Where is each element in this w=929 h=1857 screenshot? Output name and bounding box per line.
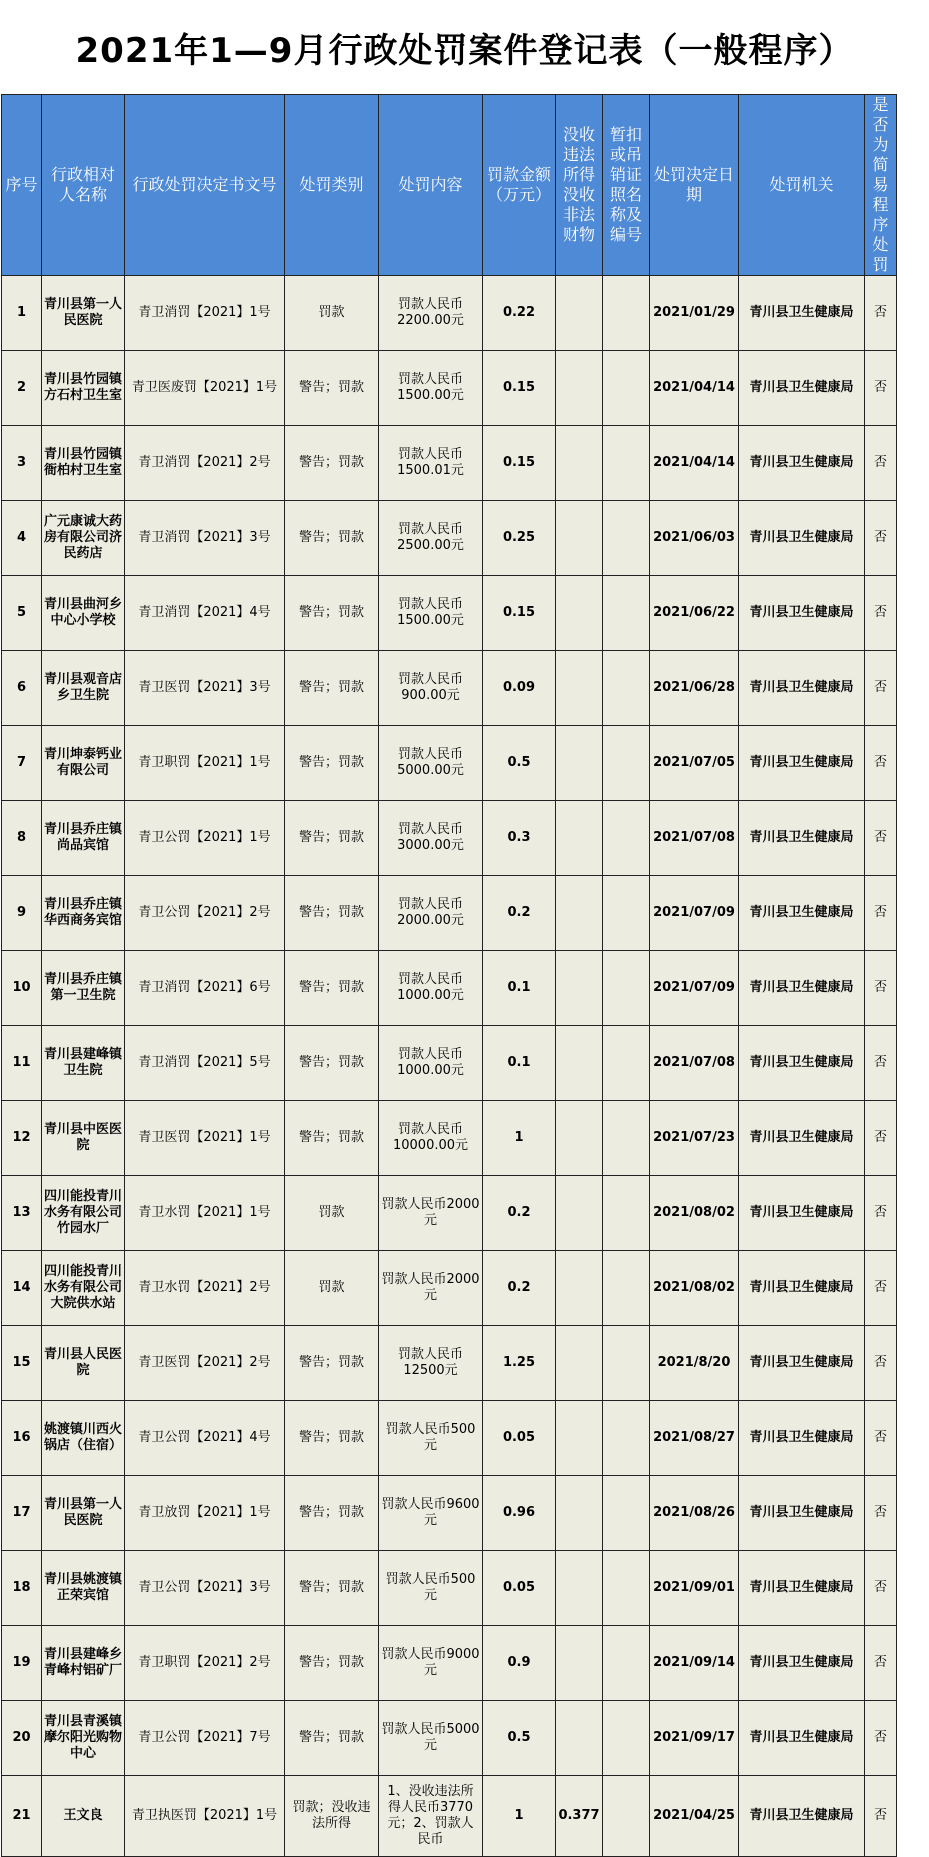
cell-fine-amount: 0.1 [483,1026,556,1101]
cell-serial-number: 11 [2,1026,42,1101]
cell-simple-procedure: 否 [865,1101,897,1176]
cell-penalty-agency: 青川县卫生健康局 [739,501,865,576]
cell-party-name: 青川县建峰乡青峰村铝矿厂 [42,1626,125,1701]
cell-penalty-agency: 青川县卫生健康局 [739,426,865,501]
header-row [2,95,897,276]
cell-party-name: 青川县人民医院 [42,1326,125,1401]
cell-serial-number: 4 [2,501,42,576]
cell-document-number: 青卫放罚【2021】1号 [125,1476,285,1551]
cell-simple-procedure: 否 [865,726,897,801]
table-row [2,1626,897,1701]
cell-penalty-agency: 青川县卫生健康局 [739,1551,865,1626]
cell-document-number: 青卫消罚【2021】2号 [125,426,285,501]
cell-party-name: 青川县乔庄镇尚品宾馆 [42,801,125,876]
cell-document-number: 青卫消罚【2021】6号 [125,951,285,1026]
cell-penalty-category: 警告；罚款 [285,1401,379,1476]
cell-license [603,951,650,1026]
cell-penalty-content: 罚款人民币12500元 [379,1326,483,1401]
header-simple-procedure: 是否为简易程序处罚 [865,95,897,276]
cell-license [603,1476,650,1551]
cell-confiscation [556,1626,603,1701]
cell-confiscation [556,726,603,801]
header-serial-number: 序号 [2,95,42,276]
cell-license [603,1701,650,1776]
cell-simple-procedure: 否 [865,1476,897,1551]
cell-simple-procedure: 否 [865,1326,897,1401]
cell-decision-date: 2021/08/26 [650,1476,739,1551]
cell-fine-amount: 0.9 [483,1626,556,1701]
cell-decision-date: 2021/06/22 [650,576,739,651]
cell-penalty-agency: 青川县卫生健康局 [739,1176,865,1251]
cell-penalty-category: 警告；罚款 [285,576,379,651]
cell-penalty-content: 罚款人民币500元 [379,1551,483,1626]
cell-penalty-category: 警告；罚款 [285,351,379,426]
cell-party-name: 王文良 [42,1776,125,1857]
cell-fine-amount: 0.05 [483,1401,556,1476]
cell-penalty-category: 警告；罚款 [285,651,379,726]
cell-penalty-content: 罚款人民币1000.00元 [379,1026,483,1101]
cell-decision-date: 2021/06/03 [650,501,739,576]
cell-penalty-agency: 青川县卫生健康局 [739,876,865,951]
table-row [2,1101,897,1176]
cell-fine-amount: 1 [483,1776,556,1857]
cell-penalty-content: 罚款人民币2000元 [379,1251,483,1326]
cell-penalty-category: 警告；罚款 [285,501,379,576]
cell-penalty-category: 警告；罚款 [285,1101,379,1176]
cell-fine-amount: 0.96 [483,1476,556,1551]
cell-penalty-content: 罚款人民币2000.00元 [379,876,483,951]
cell-party-name: 青川坤泰钙业有限公司 [42,726,125,801]
cell-party-name: 四川能投青川水务有限公司大院供水站 [42,1251,125,1326]
cell-penalty-content: 罚款人民币500元 [379,1401,483,1476]
cell-decision-date: 2021/09/01 [650,1551,739,1626]
cell-penalty-content: 罚款人民币1500.01元 [379,426,483,501]
cell-penalty-category: 警告；罚款 [285,1026,379,1101]
header-confiscation: 没收违法所得没收非法财物 [556,95,603,276]
cell-simple-procedure: 否 [865,576,897,651]
cell-license [603,1176,650,1251]
cell-confiscation [556,1701,603,1776]
cell-decision-date: 2021/07/08 [650,1026,739,1101]
page-title: 2021年1—9月行政处罚案件登记表（一般程序） [75,30,854,71]
cell-fine-amount: 0.05 [483,1551,556,1626]
cell-party-name: 青川县姚渡镇正荣宾馆 [42,1551,125,1626]
cell-serial-number: 5 [2,576,42,651]
header-penalty-agency: 处罚机关 [739,95,865,276]
cell-decision-date: 2021/04/14 [650,426,739,501]
cell-penalty-content: 罚款人民币1500.00元 [379,576,483,651]
table-row [2,1701,897,1776]
cell-serial-number: 14 [2,1251,42,1326]
header-penalty-content: 处罚内容 [379,95,483,276]
cell-confiscation [556,1476,603,1551]
cell-fine-amount: 0.3 [483,801,556,876]
cell-confiscation: 0.377 [556,1776,603,1857]
cell-simple-procedure: 否 [865,801,897,876]
cell-document-number: 青卫公罚【2021】3号 [125,1551,285,1626]
table-row [2,876,897,951]
cell-penalty-content: 罚款人民币3000.00元 [379,801,483,876]
cell-penalty-category: 警告；罚款 [285,1551,379,1626]
cell-simple-procedure: 否 [865,951,897,1026]
cell-confiscation [556,576,603,651]
cell-license [603,1326,650,1401]
cell-simple-procedure: 否 [865,501,897,576]
cell-penalty-content: 罚款人民币5000.00元 [379,726,483,801]
cell-serial-number: 2 [2,351,42,426]
cell-penalty-category: 警告；罚款 [285,726,379,801]
cell-confiscation [556,501,603,576]
cell-penalty-content: 罚款人民币2200.00元 [379,276,483,351]
cell-penalty-agency: 青川县卫生健康局 [739,276,865,351]
cell-penalty-category: 警告；罚款 [285,951,379,1026]
cell-serial-number: 19 [2,1626,42,1701]
cell-simple-procedure: 否 [865,651,897,726]
cell-decision-date: 2021/01/29 [650,276,739,351]
cell-penalty-content: 罚款人民币9000元 [379,1626,483,1701]
cell-document-number: 青卫消罚【2021】4号 [125,576,285,651]
cell-decision-date: 2021/09/17 [650,1701,739,1776]
cell-decision-date: 2021/06/28 [650,651,739,726]
cell-license [603,1251,650,1326]
cell-penalty-agency: 青川县卫生健康局 [739,1701,865,1776]
cell-confiscation [556,1251,603,1326]
table-row [2,651,897,726]
cell-penalty-category: 罚款 [285,1251,379,1326]
cell-penalty-agency: 青川县卫生健康局 [739,576,865,651]
cell-document-number: 青卫公罚【2021】2号 [125,876,285,951]
cell-penalty-agency: 青川县卫生健康局 [739,801,865,876]
cell-document-number: 青卫医罚【2021】1号 [125,1101,285,1176]
cell-penalty-agency: 青川县卫生健康局 [739,1026,865,1101]
cell-document-number: 青卫执医罚【2021】1号 [125,1776,285,1857]
cell-license [603,1626,650,1701]
cell-penalty-category: 罚款 [285,1176,379,1251]
cell-serial-number: 21 [2,1776,42,1857]
table-row [2,576,897,651]
cell-penalty-category: 警告；罚款 [285,1626,379,1701]
cell-decision-date: 2021/07/09 [650,951,739,1026]
table-row [2,1401,897,1476]
penalty-register-table [1,94,897,1857]
cell-decision-date: 2021/08/02 [650,1251,739,1326]
table-row [2,801,897,876]
cell-license [603,801,650,876]
cell-penalty-content: 罚款人民币9600元 [379,1476,483,1551]
cell-document-number: 青卫公罚【2021】7号 [125,1701,285,1776]
cell-penalty-category: 警告；罚款 [285,1476,379,1551]
cell-simple-procedure: 否 [865,276,897,351]
cell-document-number: 青卫医罚【2021】3号 [125,651,285,726]
cell-penalty-agency: 青川县卫生健康局 [739,951,865,1026]
header-penalty-category: 处罚类别 [285,95,379,276]
table-row [2,501,897,576]
cell-confiscation [556,426,603,501]
cell-simple-procedure: 否 [865,1026,897,1101]
cell-document-number: 青卫水罚【2021】2号 [125,1251,285,1326]
cell-penalty-category: 罚款；没收违法所得 [285,1776,379,1857]
cell-simple-procedure: 否 [865,351,897,426]
cell-decision-date: 2021/04/14 [650,351,739,426]
cell-simple-procedure: 否 [865,1776,897,1857]
cell-document-number: 青卫职罚【2021】2号 [125,1626,285,1701]
cell-penalty-agency: 青川县卫生健康局 [739,726,865,801]
cell-simple-procedure: 否 [865,1626,897,1701]
cell-fine-amount: 0.22 [483,276,556,351]
cell-party-name: 青川县观音店乡卫生院 [42,651,125,726]
cell-penalty-category: 罚款 [285,276,379,351]
cell-penalty-agency: 青川县卫生健康局 [739,1776,865,1857]
cell-fine-amount: 0.15 [483,576,556,651]
cell-decision-date: 2021/08/02 [650,1176,739,1251]
cell-confiscation [556,351,603,426]
cell-serial-number: 17 [2,1476,42,1551]
table-row [2,276,897,351]
cell-fine-amount: 0.15 [483,351,556,426]
cell-serial-number: 7 [2,726,42,801]
cell-document-number: 青卫公罚【2021】4号 [125,1401,285,1476]
cell-serial-number: 3 [2,426,42,501]
cell-party-name: 青川县乔庄镇第一卫生院 [42,951,125,1026]
cell-license [603,1401,650,1476]
header-license-suspension: 暂扣或吊销证照名称及编号 [603,95,650,276]
cell-decision-date: 2021/09/14 [650,1626,739,1701]
cell-serial-number: 1 [2,276,42,351]
table-row [2,1176,897,1251]
cell-simple-procedure: 否 [865,1176,897,1251]
cell-party-name: 青川县曲河乡中心小学校 [42,576,125,651]
cell-fine-amount: 1 [483,1101,556,1176]
cell-simple-procedure: 否 [865,426,897,501]
cell-decision-date: 2021/04/25 [650,1776,739,1857]
cell-confiscation [556,801,603,876]
cell-simple-procedure: 否 [865,1701,897,1776]
cell-confiscation [556,651,603,726]
cell-penalty-agency: 青川县卫生健康局 [739,1626,865,1701]
table-row [2,1251,897,1326]
cell-serial-number: 15 [2,1326,42,1401]
cell-confiscation [556,1401,603,1476]
cell-fine-amount: 0.25 [483,501,556,576]
cell-document-number: 青卫职罚【2021】1号 [125,726,285,801]
cell-decision-date: 2021/07/09 [650,876,739,951]
cell-serial-number: 9 [2,876,42,951]
cell-penalty-content: 罚款人民币10000.00元 [379,1101,483,1176]
cell-penalty-category: 警告；罚款 [285,876,379,951]
cell-document-number: 青卫消罚【2021】1号 [125,276,285,351]
cell-document-number: 青卫医罚【2021】2号 [125,1326,285,1401]
cell-decision-date: 2021/8/20 [650,1326,739,1401]
cell-serial-number: 8 [2,801,42,876]
cell-party-name: 青川县第一人民医院 [42,276,125,351]
cell-fine-amount: 0.15 [483,426,556,501]
cell-license [603,876,650,951]
cell-penalty-agency: 青川县卫生健康局 [739,651,865,726]
cell-document-number: 青卫消罚【2021】5号 [125,1026,285,1101]
cell-party-name: 四川能投青川水务有限公司竹园水厂 [42,1176,125,1251]
header-party-name: 行政相对人名称 [42,95,125,276]
cell-penalty-category: 警告；罚款 [285,1701,379,1776]
cell-confiscation [556,1551,603,1626]
cell-license [603,276,650,351]
cell-license [603,1101,650,1176]
cell-party-name: 青川县建峰镇卫生院 [42,1026,125,1101]
cell-penalty-content: 1、没收违法所得人民币3770元；2、罚款人民币 [379,1776,483,1857]
cell-simple-procedure: 否 [865,1401,897,1476]
cell-serial-number: 20 [2,1701,42,1776]
cell-party-name: 青川县乔庄镇华西商务宾馆 [42,876,125,951]
cell-fine-amount: 0.2 [483,1251,556,1326]
cell-license [603,351,650,426]
table-row [2,426,897,501]
cell-confiscation [556,876,603,951]
cell-penalty-category: 警告；罚款 [285,801,379,876]
cell-confiscation [556,276,603,351]
cell-simple-procedure: 否 [865,876,897,951]
cell-confiscation [556,1101,603,1176]
cell-license [603,1551,650,1626]
cell-party-name: 青川县青溪镇摩尔阳光购物中心 [42,1701,125,1776]
table-row [2,351,897,426]
cell-license [603,501,650,576]
cell-penalty-content: 罚款人民币2000元 [379,1176,483,1251]
cell-decision-date: 2021/07/23 [650,1101,739,1176]
header-fine-amount: 罚款金额（万元） [483,95,556,276]
cell-penalty-agency: 青川县卫生健康局 [739,1251,865,1326]
cell-serial-number: 16 [2,1401,42,1476]
cell-serial-number: 12 [2,1101,42,1176]
cell-document-number: 青卫消罚【2021】3号 [125,501,285,576]
cell-penalty-agency: 青川县卫生健康局 [739,1401,865,1476]
cell-penalty-agency: 青川县卫生健康局 [739,1476,865,1551]
cell-fine-amount: 0.2 [483,1176,556,1251]
cell-license [603,726,650,801]
header-decision-document-number: 行政处罚决定书文号 [125,95,285,276]
cell-document-number: 青卫公罚【2021】1号 [125,801,285,876]
table-row [2,1326,897,1401]
cell-fine-amount: 1.25 [483,1326,556,1401]
cell-fine-amount: 0.5 [483,1701,556,1776]
cell-penalty-category: 警告；罚款 [285,426,379,501]
cell-penalty-content: 罚款人民币1000.00元 [379,951,483,1026]
cell-penalty-agency: 青川县卫生健康局 [739,1326,865,1401]
cell-penalty-category: 警告；罚款 [285,1326,379,1401]
cell-penalty-agency: 青川县卫生健康局 [739,1101,865,1176]
cell-confiscation [556,951,603,1026]
cell-party-name: 青川县第一人民医院 [42,1476,125,1551]
cell-simple-procedure: 否 [865,1551,897,1626]
header-decision-date: 处罚决定日期 [650,95,739,276]
cell-penalty-content: 罚款人民币5000元 [379,1701,483,1776]
cell-serial-number: 18 [2,1551,42,1626]
table-row [2,1551,897,1626]
cell-confiscation [556,1026,603,1101]
cell-license [603,426,650,501]
cell-penalty-content: 罚款人民币1500.00元 [379,351,483,426]
cell-penalty-content: 罚款人民币2500.00元 [379,501,483,576]
table-row [2,951,897,1026]
cell-confiscation [556,1176,603,1251]
cell-decision-date: 2021/07/08 [650,801,739,876]
cell-license [603,1026,650,1101]
cell-document-number: 青卫医废罚【2021】1号 [125,351,285,426]
cell-license [603,651,650,726]
cell-license [603,1776,650,1857]
cell-document-number: 青卫水罚【2021】1号 [125,1176,285,1251]
cell-fine-amount: 0.2 [483,876,556,951]
cell-serial-number: 13 [2,1176,42,1251]
cell-simple-procedure: 否 [865,1251,897,1326]
cell-serial-number: 6 [2,651,42,726]
cell-party-name: 青川县竹园镇衙柏村卫生室 [42,426,125,501]
cell-fine-amount: 0.1 [483,951,556,1026]
cell-penalty-agency: 青川县卫生健康局 [739,351,865,426]
cell-party-name: 青川县中医医院 [42,1101,125,1176]
cell-license [603,576,650,651]
cell-penalty-content: 罚款人民币900.00元 [379,651,483,726]
cell-decision-date: 2021/07/05 [650,726,739,801]
table-row [2,1776,897,1857]
table-row [2,726,897,801]
cell-decision-date: 2021/08/27 [650,1401,739,1476]
table-row [2,1026,897,1101]
cell-fine-amount: 0.5 [483,726,556,801]
cell-party-name: 青川县竹园镇方石村卫生室 [42,351,125,426]
cell-serial-number: 10 [2,951,42,1026]
cell-fine-amount: 0.09 [483,651,556,726]
cell-party-name: 姚渡镇川西火锅店（住宿） [42,1401,125,1476]
cell-confiscation [556,1326,603,1401]
table-row [2,1476,897,1551]
cell-party-name: 广元康诚大药房有限公司济民药店 [42,501,125,576]
